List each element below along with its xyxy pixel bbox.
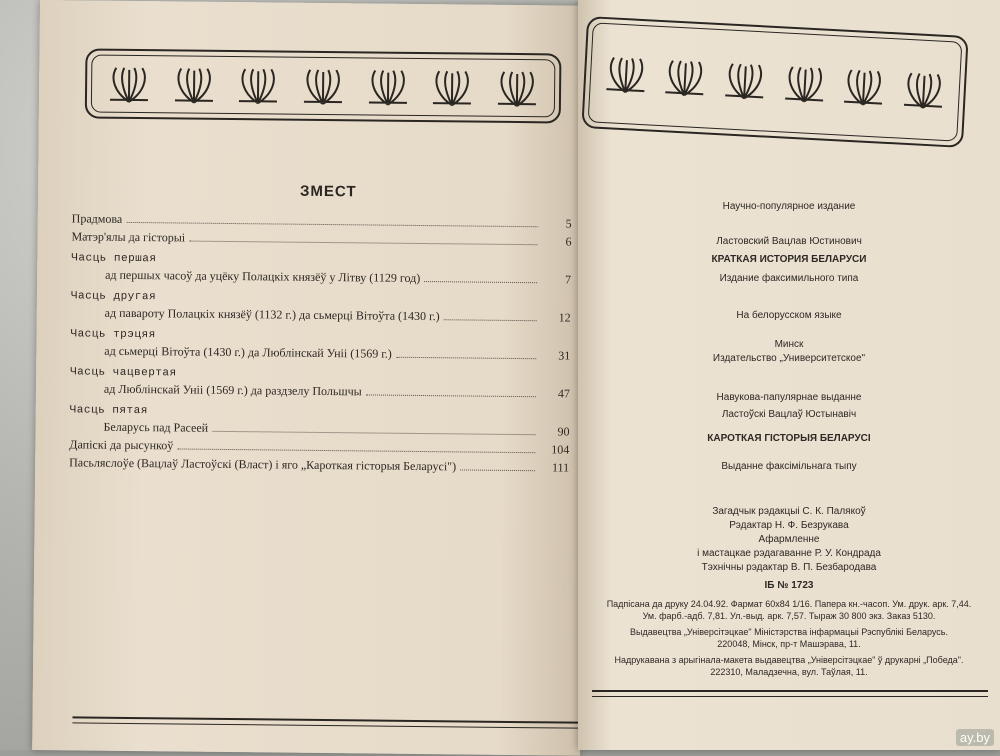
toc-leader-dots [444, 319, 537, 321]
palmette-ornament-icon [600, 51, 652, 98]
printer-line-2: 222310, Маладзечна, вул. Таўлая, 11. [710, 667, 868, 677]
bottom-rule-thin [72, 722, 578, 728]
credit-design-label: Афармленне [758, 534, 820, 545]
palmette-ornament-icon [104, 62, 154, 107]
ornament-frieze-left [85, 48, 562, 123]
toc-entry-page: 47 [557, 386, 570, 401]
toc-entry-label: Часць чацвертая [70, 366, 177, 380]
publisher-line-1: Выдавецтва „Універсітэцкае" Міністэрства інфармацыі Рэспублікі Беларусь. [630, 627, 948, 637]
left-page [32, 0, 588, 756]
toc-entry-page: 5 [565, 216, 572, 231]
toc-entry-page: 6 [565, 234, 572, 249]
toc-entry-label: Беларусь пад Расеей [103, 419, 209, 435]
by-author: Ластоўскі Вацлаў Юстынавіч [721, 409, 857, 420]
by-title: КАРОТКАЯ ГІСТОРЫЯ БЕЛАРУСІ [707, 433, 871, 444]
palmette-ornament-icon [362, 64, 412, 109]
print-details-1: Падпісана да друку 24.04.92. Фармат 60x84 1/16. Папера кн.-часоп. Ум. друк. арк. 7,44. [606, 599, 972, 609]
toc-entry [71, 302, 571, 325]
palmette-ornament-icon [169, 62, 219, 107]
toc-leader-dots [177, 448, 535, 453]
toc-leader-dots [396, 357, 536, 359]
ru-city: Минск [774, 339, 804, 350]
ru-type: Научно-популярное издание [722, 201, 856, 212]
toc-entry-label: Часць трэцяя [70, 328, 156, 342]
toc-entry-label: Часць другая [70, 290, 157, 304]
ru-edition: Издание факсимильного типа [719, 273, 859, 284]
toc-entry-label: ад першых часоў да уцёку Полацкіх князёў у Літву (1129 год) [105, 267, 421, 285]
toc-entry-label: ад Люблінскай Уніі (1569 г.) да раздзелу Польшчы [103, 381, 362, 399]
toc-entry-page: 12 [558, 310, 571, 325]
toc-entry-page: 90 [557, 424, 570, 439]
palmette-ornament-icon [898, 67, 950, 114]
palmette-ornament-icon [298, 64, 348, 109]
toc-leader-dots [212, 431, 535, 435]
bottom-rule-right-thin [592, 696, 988, 697]
toc-entry-page: 7 [565, 272, 572, 287]
palmette-ornament-icon [779, 60, 831, 107]
table-of-contents [69, 208, 572, 475]
ru-language: На белорусском языке [736, 310, 842, 321]
toc-entry [71, 264, 571, 287]
toc-entry-label: Часць пятая [69, 404, 148, 418]
palmette-ornament-icon [838, 63, 890, 110]
toc-entry [70, 340, 570, 363]
toc-entry-page: 104 [551, 442, 570, 457]
ru-publisher: Издательство „Университетское" [712, 353, 866, 364]
toc-entry-label: Матэр'ялы да гісторыі [71, 229, 186, 245]
by-edition: Выданне факсімільнага тыпу [721, 461, 857, 472]
toc-heading: ЗМЕСТ [299, 182, 357, 201]
toc-leader-dots [126, 222, 537, 227]
toc-leader-dots [189, 241, 537, 246]
credit-editor: Рэдактар Н. Ф. Безрукава [729, 520, 849, 531]
palmette-ornament-icon [492, 66, 542, 111]
publisher-line-2: 220048, Мінск, пр-т Машэрава, 11. [717, 639, 861, 649]
ib-number: ІБ № 1723 [764, 580, 814, 591]
toc-entry-label: Прадмова [71, 211, 123, 226]
ru-title: КРАТКАЯ ИСТОРИЯ БЕЛАРУСИ [711, 254, 867, 265]
toc-leader-dots [460, 469, 535, 471]
toc-entry [70, 378, 570, 401]
toc-leader-dots [424, 281, 537, 283]
toc-entry-label: Дапіскі да рысункоў [69, 437, 174, 453]
palmette-ornament-icon [719, 57, 771, 104]
toc-leader-dots [366, 394, 536, 397]
toc-entry [71, 226, 571, 249]
toc-entry-label: ад паваpоту Полацкіх князёў (1132 г.) да сьмерці Вітоўта (1430 г.) [104, 305, 440, 324]
printer-line-1: Надрукавана з арыгінала-макета выдавецтва „Універсітэцкае" ў друкарні „Победа". [614, 655, 964, 665]
right-page [578, 0, 1000, 750]
watermark-logo: ay.by [956, 729, 994, 746]
credit-tech-editor: Тэхнічны рэдактар В. П. Безбародава [701, 562, 877, 573]
print-details-2: Ум. фарб.-адб. 7,81. Ул.-выд. арк. 7,57. Тыраж 30 800 экз. Заказ 5130. [642, 611, 936, 621]
credit-art-editor: і мастацкае рэдагаванне Р. У. Кондрада [697, 548, 881, 559]
toc-entry-label: Пасьляслоўе (Вацлаў Ластоўскі (Власт) і яго „Кароткая гісторыя Беларусі") [69, 455, 457, 474]
toc-entry-page: 31 [558, 348, 571, 363]
by-type: Навукова-папулярнае выданне [716, 392, 862, 403]
palmette-ornament-icon [659, 54, 711, 101]
toc-entry [69, 452, 569, 475]
toc-entry-label: ад сьмерці Вітоўта (1430 г.) да Люблінскай Уніі (1569 г.) [104, 343, 392, 361]
toc-entry-label: Часць першая [71, 252, 157, 266]
palmette-ornament-icon [427, 65, 477, 110]
palmette-ornament-icon [233, 63, 283, 108]
bottom-rule-right [592, 690, 988, 692]
credit-editor-in-chief: Загадчык рэдакцыі С. К. Палякоў [712, 506, 866, 517]
toc-entry-page: 111 [551, 460, 570, 475]
ru-author: Ластовский Вацлав Юстинович [716, 236, 862, 247]
ornament-frieze-right [581, 16, 968, 148]
